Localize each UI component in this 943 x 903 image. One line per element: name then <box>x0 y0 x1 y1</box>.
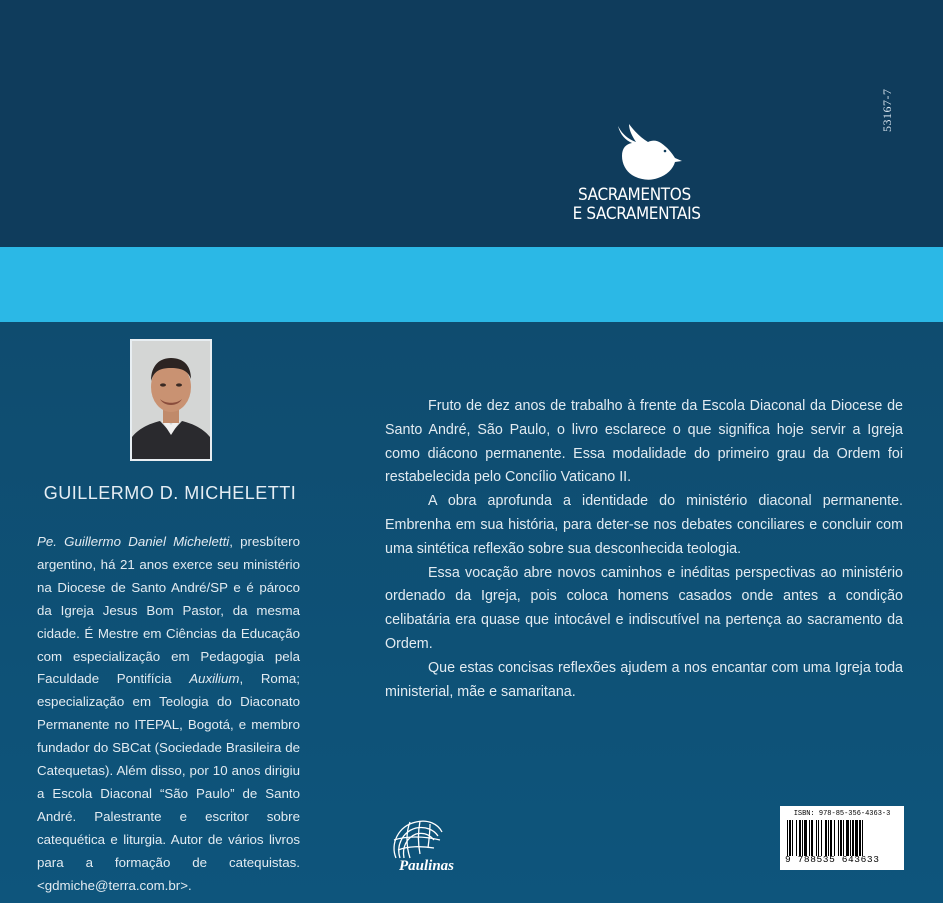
synopsis-paragraph: Essa vocação abre novos caminhos e inéditas perspectivas ao ministério ordenado da Igreja, pois coloca homens casados onde antes a condição celibatária era quase que intocável e indiscutível na pertença ao sacramento da Ordem. <box>385 564 903 652</box>
author-photo <box>130 339 212 461</box>
isbn-barcode <box>780 806 904 870</box>
synopsis-paragraph: Fruto de dez anos de trabalho à frente da Escola Diaconal da Diocese de Santo André, São Paulo, o livro esclarece o que significa hoje servir a Igreja como diácono permanente. Essa modalidade do primeiro grau da Ordem foi restabelecida pelo Concílio Vaticano II. <box>385 398 903 486</box>
author-bio-text-2: , Roma; especialização em Teologia do Diaconato Permanente no ITEPAL, Bogotá, e membro fundador do SBCat (Sociedade Brasileira de Catequetas). Além disso, por 10 anos dirigiu a Escola Diaconal “São Paulo” de Santo André. Palestrante e escritor sobre catequética e liturgia. Autor de vários livros para a formação de catequistas. <gdmiche@terra.com.br>. <box>37 671 300 893</box>
product-code: 53167-7 <box>880 88 894 132</box>
publisher-name: Paulinas <box>399 858 455 874</box>
author-bio <box>37 531 300 898</box>
book-synopsis <box>385 395 903 704</box>
series-title <box>560 186 713 224</box>
synopsis-paragraph: Que estas concisas reflexões ajudem a nos encantar com uma Igreja toda ministerial, mãe e samaritana. <box>385 659 903 700</box>
synopsis-paragraph: A obra aprofunda a identidade do ministério diaconal permanente. Embrenha em sua história, para deter-se nos debates conciliares e concluir com uma sintética reflexão sobre sua desconhecida teologia. <box>385 493 903 557</box>
author-bio-name: Pe. Guillermo Daniel Micheletti <box>37 534 230 549</box>
author-name: GUILLERMO D. MICHELETTI <box>43 483 297 503</box>
dove-icon <box>612 122 684 184</box>
isbn-label: ISBN: 978-85-356-4363-3 <box>793 810 891 818</box>
series-title-line1: SACRAMENTOS <box>578 185 691 205</box>
author-bio-auxilium: Auxilium <box>189 671 240 687</box>
barcode-bars <box>785 820 899 856</box>
globe-logo-icon <box>388 818 472 874</box>
author-bio-text-1: , presbítero argentino, há 21 anos exerce seu ministério na Diocese de Santo André/SP e é pároco da Igreja Jesus Bom Pastor, da mesma cidade. É Mestre em Ciências da Educação com especialização em Pedagogia pela Faculdade Pontifícia <box>37 534 300 687</box>
barcode-digits: 9 788535 643633 <box>785 854 880 865</box>
top-band <box>0 0 943 247</box>
series-title-line2: E SACRAMENTAIS <box>572 204 701 224</box>
author-portrait-image <box>132 341 210 459</box>
accent-band <box>0 247 943 322</box>
